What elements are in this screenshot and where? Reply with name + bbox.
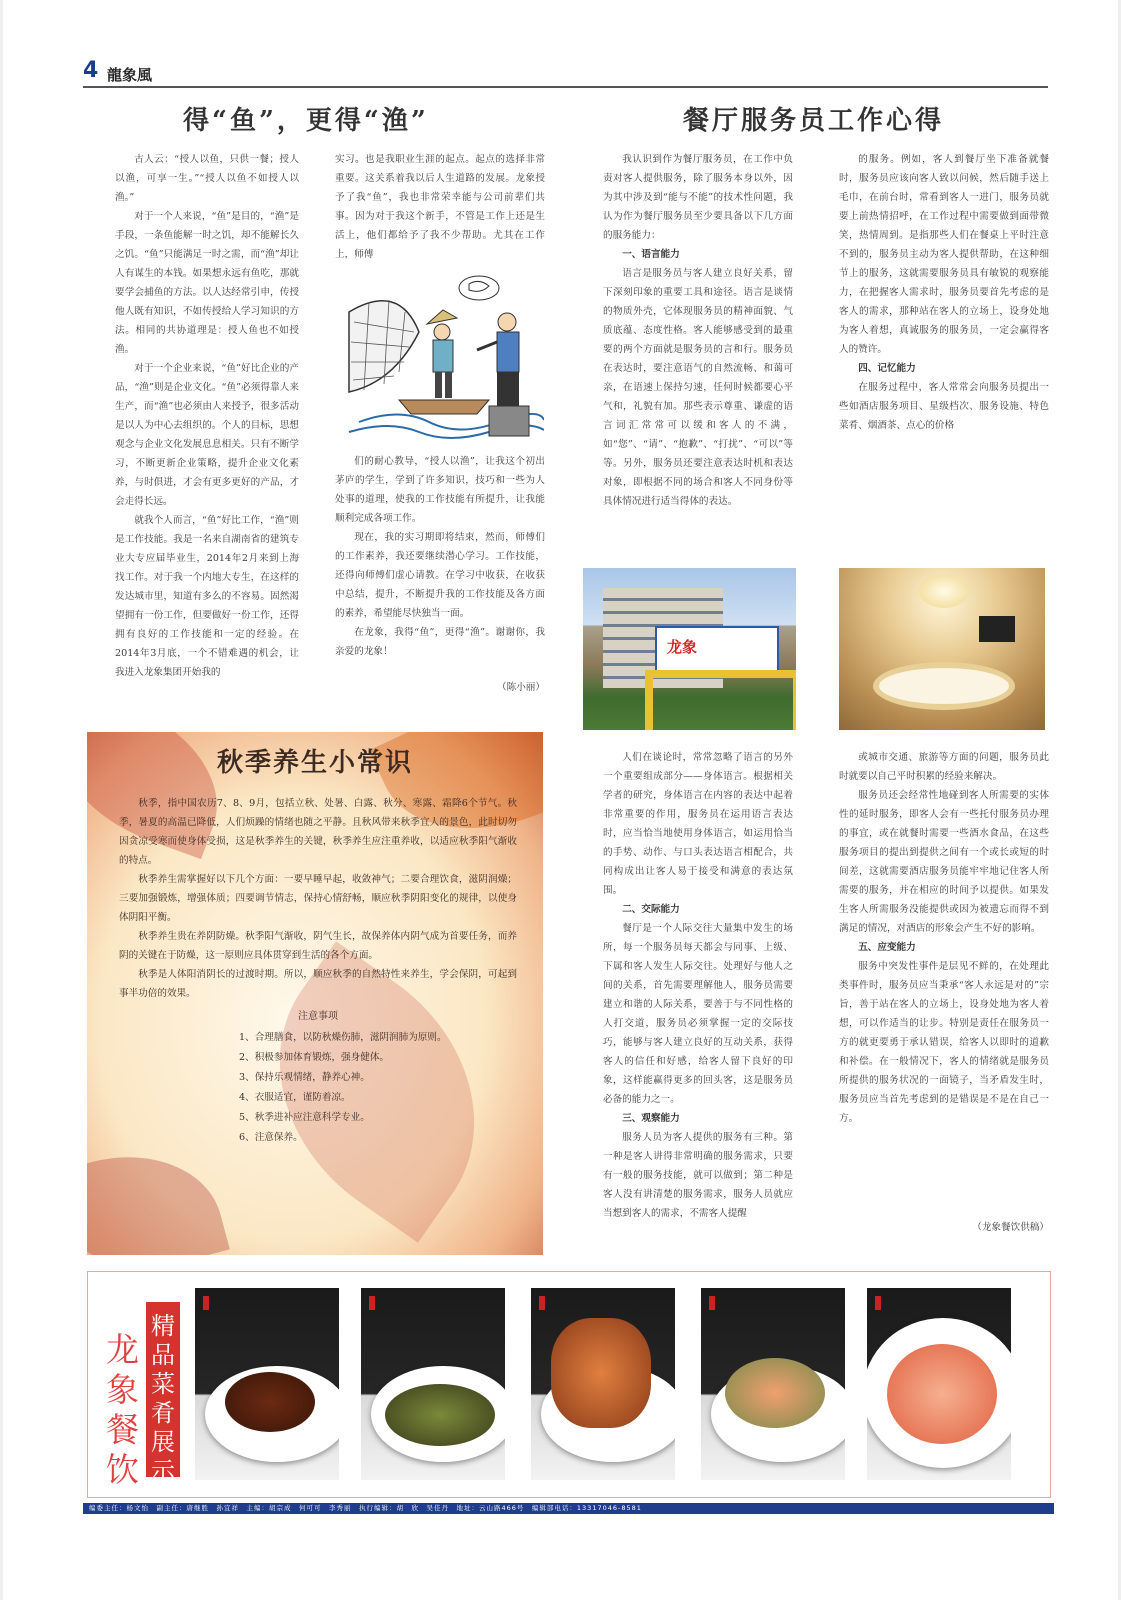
article1-title: 得“鱼”，更得“渔” [183,106,429,136]
logo-icon [203,1296,209,1310]
tv-icon [979,616,1015,642]
note-item: 3、保持乐观情绪，静养心神。 [239,1072,370,1083]
paragraph: 在龙象，我得“鱼”，更得“渔”。谢谢你，我亲爱的龙象！ [335,627,545,657]
article2-col2 [839,150,1049,552]
article2-signature: （龙象餐饮供稿） [972,1222,1049,1233]
fisherman-icon [427,310,457,398]
note-item: 5、秋季进补应注意科学专业。 [239,1112,370,1123]
article1-signature-row [335,678,545,698]
newspaper-page [3,0,1118,1600]
dish-showcase [87,1271,1051,1498]
dish-photo-1 [195,1288,339,1480]
hotel-arch [645,670,796,730]
paragraph: 服务人员为客人提供的服务有三种。第一种是客人讲得非常明确的服务需求，只要有一般的服务技能，就可以做到；第二种是客人没有讲清楚的服务需求，服务人员就应当想到客人的需求，不需客人提醒 [603,1132,793,1219]
article1-col2b [335,452,545,696]
section-subheading: 四、记忆能力 [858,363,916,374]
lobster [551,1318,651,1428]
fishing-cartoon [339,272,544,447]
paragraph: 服务员还会经常性地碰到客人所需要的实体性的延时服务，即客人会有一些托付服务员办理的事宜，或在就餐时需要一些酒水食品，在这些服务项目的提出到提供之间有一个或长或短的时间差，这就需要酒店服务员能牢牢地记住客人所需要的服务，并在相应的时间予以提供。如果发生客人所需服务没能提供或因为被遗忘而得不到满足的情况，对酒店的形象会产生不好的影响。 [839,790,1049,934]
page-number: 4 [83,58,99,83]
brand-tag: 精品菜肴展示 [146,1302,180,1477]
section-subheading: 三、观察能力 [622,1113,680,1124]
section-subheading: 二、交际能力 [622,904,680,915]
logo-icon [875,1296,881,1310]
shrimp-dish [887,1344,997,1444]
paragraph: 就我个人而言，“鱼”好比工作，“渔”则是工作技能。我是一名来自湖南省的建筑专业大专应届毕业生，2014年2月来到上海找工作。对于我一个内地大专生，在这样的发达城市里，知道有多么的不容易。固然渴望拥有一份工作，但要做好一份工作，还得拥有良好的工作技能和一定的经验。在2014年3月底，一个不错难遇的机会，让我进入龙象集团开始我的 [115,515,299,678]
health-paragraphs [119,794,517,1003]
speech-bubble-icon [459,276,499,300]
article2-signature-row [839,1218,1049,1238]
article2-col3 [603,748,793,1254]
fishing-net-icon [349,300,419,392]
page-header [83,58,1048,88]
paragraph: 们的耐心教导，“授人以渔”，让我这个初出茅庐的学生，学到了许多知识，技巧和一些为人处事的道理，使我的工作技能有所提升，让我能顺利完成各项工作。 [335,456,545,524]
banquet-hall-photo [839,568,1045,730]
section-subheading: 一、语言能力 [622,249,680,260]
paragraph: 对于一个企业来说，“鱼”好比企业的产品，“渔”则是企业文化。“鱼”必须得靠人来生产，而“渔”也必须由人来授予，很多活动是以人为中心去组织的。个人的目标，思想观念与企业文化发展息息相关。只有不断学习，不断更新企业策略，提升企业文化素养，与时俱进，才会有更多更好的产品，才会走得长远。 [115,363,299,507]
paper-name: 龍象風 [107,66,153,84]
banquet-table [879,668,1009,704]
article1-col2a [335,150,545,270]
article2-col4 [839,748,1049,1218]
article2-col1 [603,150,793,552]
article2-title: 餐厅服务员工作心得 [683,106,945,136]
logo-icon [709,1296,715,1310]
health-title: 秋季养生小常识 [216,748,413,778]
note-item: 4、衣服适宜，谨防着凉。 [239,1092,351,1103]
paragraph: 的服务。例如，客人到餐厅坐下准备就餐时，服务员应该向客人致以问候，然后随手送上毛巾，在前台时，常看到客人一进门，服务员就要上前热情招呼，在工作过程中需要做到面带微笑，热情周到。是指那些人们在餐桌上平时注意不到的，服务员主动为客人提供帮助，在这种细节上的服务，这就需要服务员具有敏锐的观察能力，在把握客人需求时，服务员要首先考虑的是客人的需求，那种站在客人的立场上，设身处地为客人着想，真诚服务的服务员，一定会赢得客人的赞许。 [839,154,1049,355]
paragraph: 对于一个人来说，“鱼”是目的，“渔”是手段，一条鱼能解一时之饥，却不能解长久之饥。“鱼”只能满足一时之需，而“渔”却让人有谋生的本钱。如果想永远有鱼吃，那就要学会捕鱼的方法。以人达经常引申，传授他人既有知识，不如传授给人学习知识的方法。相同的共协道理是：授人鱼也不如授渔。 [115,211,299,355]
paragraph: 古人云：“授人以鱼，只供一餐；授人以渔，可享一生。”“授人以鱼不如授人以渔。” [115,154,299,203]
teacher-icon [477,313,529,436]
paragraph: 或城市交通、旅游等方面的问题，服务员此时就要以自己平时积累的经验来解决。 [839,752,1049,782]
chandelier-icon [919,574,969,608]
hotel-sign-text: 龙象 [667,638,698,656]
health-body [119,794,517,1148]
paragraph: 秋季养生贵在养阴防燥。秋季阳气渐收，阴气生长，故保养体内阴气成为首要任务，而养阴的关键在于防燥，这一原则应具体贯穿到生活的各个方面。 [119,931,517,961]
article1-signature: （陈小丽） [497,682,545,693]
dish-photo-2 [361,1288,505,1480]
seafood-platter [725,1358,825,1428]
logo-icon [369,1296,375,1310]
paragraph: 秋季，指中国农历7、8、9月，包括立秋、处暑、白露、秋分、寒露、霜降6个节气。秋季，暑夏的高温已降低，人们烦躁的情绪也随之平静。且秋风带来秋季宜人的景色，此时切勿因贪凉受寒而使身体受损，这是秋季养生的关键，秋季养生应注重养收，以适应秋季阳气渐收的特点。 [119,798,517,866]
braised-meat [225,1372,315,1432]
paragraph: 秋季是人体阳消阴长的过渡时期。所以，顺应秋季的自然特性来养生，学会保阴，可起到事半功倍的效果。 [119,969,517,999]
paragraph: 现在，我的实习期即将结束，然而，师傅们的工作素养，我还要继续潜心学习。工作技能，还得向师傅们虚心请教。在学习中收获，在收获中总结，提升，不断提升我的工作技能及各方面的素养，希望能尽快独当一面。 [335,532,545,619]
notes-list [239,1028,517,1148]
hotel-sign [655,626,779,676]
note-item: 6、注意保养。 [239,1132,303,1143]
paragraph: 服务中突发性事件是层见不鲜的，在处理此类事件时，服务员应当秉承“客人永远是对的”宗旨，善于站在客人的立场上，设身处地为客人着想，可以作适当的让步。特别是责任在服务员一方的就更要勇于承认错误，给客人以即时的道歉和补偿。在一般情况下，客人的情绪就是服务员所提供的服务状况的一面镜子，当矛盾发生时，服务员应当首先考虑到的是错误是不是在自己一方。 [839,961,1049,1124]
section-subheading: 五、应变能力 [858,942,916,953]
note-item: 1、合理膳食，以防秋燥伤肺，滋阴润肺为原则。 [239,1032,447,1043]
brand-name: 龙象餐饮 [106,1330,139,1489]
paragraph: 人们在谈论时，常常忽略了语言的另外一个重要组成部分——身体语言。根据相关学者的研究，身体语言在内容的表达中起着非常重要的作用，服务员在运用语言表达时，应当恰当地使用身体语言，如运用恰当的手势、动作、与口头表达语言相配合，共同构成出让客人易于接受和满意的表达氛围。 [603,752,793,896]
dish-photo-4 [701,1288,845,1480]
article1-col1 [115,150,299,696]
note-item: 2、积极参加体育锻炼，强身健体。 [239,1052,390,1063]
maple-leaf-icon [87,1133,230,1255]
health-tips-box [87,732,543,1255]
paragraph: 餐厅是一个人际交往大量集中发生的场所，每一个服务员每天都会与同事、上级、下属和客人发生人际交往。处理好与他人之间的关系，首先需要理解他人，服务员需要建立和谐的人际关系，要善于与不同性格的人打交道，服务员必须掌握一定的交际技巧，能够与客人建立良好的互动关系，获得客人的信任和好感，给客人留下良好的印象，这样能赢得更多的回头客，这是服务员必备的能力之一。 [603,923,793,1105]
paragraph: 我认识到作为餐厅服务员，在工作中负责对客人提供服务，除了服务本身以外，因为其中涉及到“能与不能”的技术性问题，我认为作为餐厅服务员至少要具备以下几方面的服务能力： [603,154,793,241]
hotel-photo [583,568,796,730]
paragraph: 在服务过程中，客人常常会向服务员提出一些如酒店服务项目、星级档次、服务设施、特色菜肴、烟酒茶、点心的价格 [839,382,1049,431]
vegetable-dish [385,1384,495,1446]
footer-credits: 编委主任：杨文怡 副主任：唐继胜 孙宜祥 主编：胡宗成 何可可 李秀丽 执行编辑：胡 欣 吴佳丹 地址：云山路466号 编辑部电话：13317046-8581 [83,1503,1054,1514]
dish-photo-3 [531,1288,675,1480]
paragraph: 语言是服务员与客人建立良好关系，留下深刻印象的重要工具和途径。语言是谈情的物质外壳，它体现服务员的精神面貌、气质底蕴、态度性格。客人能够感受到的最重要的两个方面就是服务员的言和行。服务员在表达时，要注意语气的自然流畅、和蔼可亲，在语速上保持匀速，任何时候都要心平气和，礼貌有加。那些表示尊重、谦虚的语言词汇常常可以缓和客人的不满，如“您”、“请”、“抱歉”、“打扰”、“可以”等等。另外，服务员还要注意表达时机和表达对象，即根据不同的场合和客人不同身份等具体情况进行适当得体的表达。 [603,268,793,507]
dish-photo-5 [867,1288,1011,1480]
logo-icon [539,1296,545,1310]
article1-col2a-text: 实习。也是我职业生涯的起点。起点的选择非常重要。这关系着我以后人生道路的发展。龙象授予了我“鱼”，我也非常荣幸能与公司前辈们共事。因为对于我这个新手，不管是工作上还是生活上，他们都给予了我不少帮助。尤其在工作上，师傅 [335,154,545,260]
notes-title: 注意事项 [298,1011,338,1022]
paragraph: 秋季养生需掌握好以下几个方面：一要早睡早起，收敛神气；二要合理饮食，滋阴润燥；三要加强锻炼，增强体质；四要调节情志，保持心情舒畅，顺应秋季阴阳变化的规律，以使身体阴阳平衡。 [119,874,517,923]
